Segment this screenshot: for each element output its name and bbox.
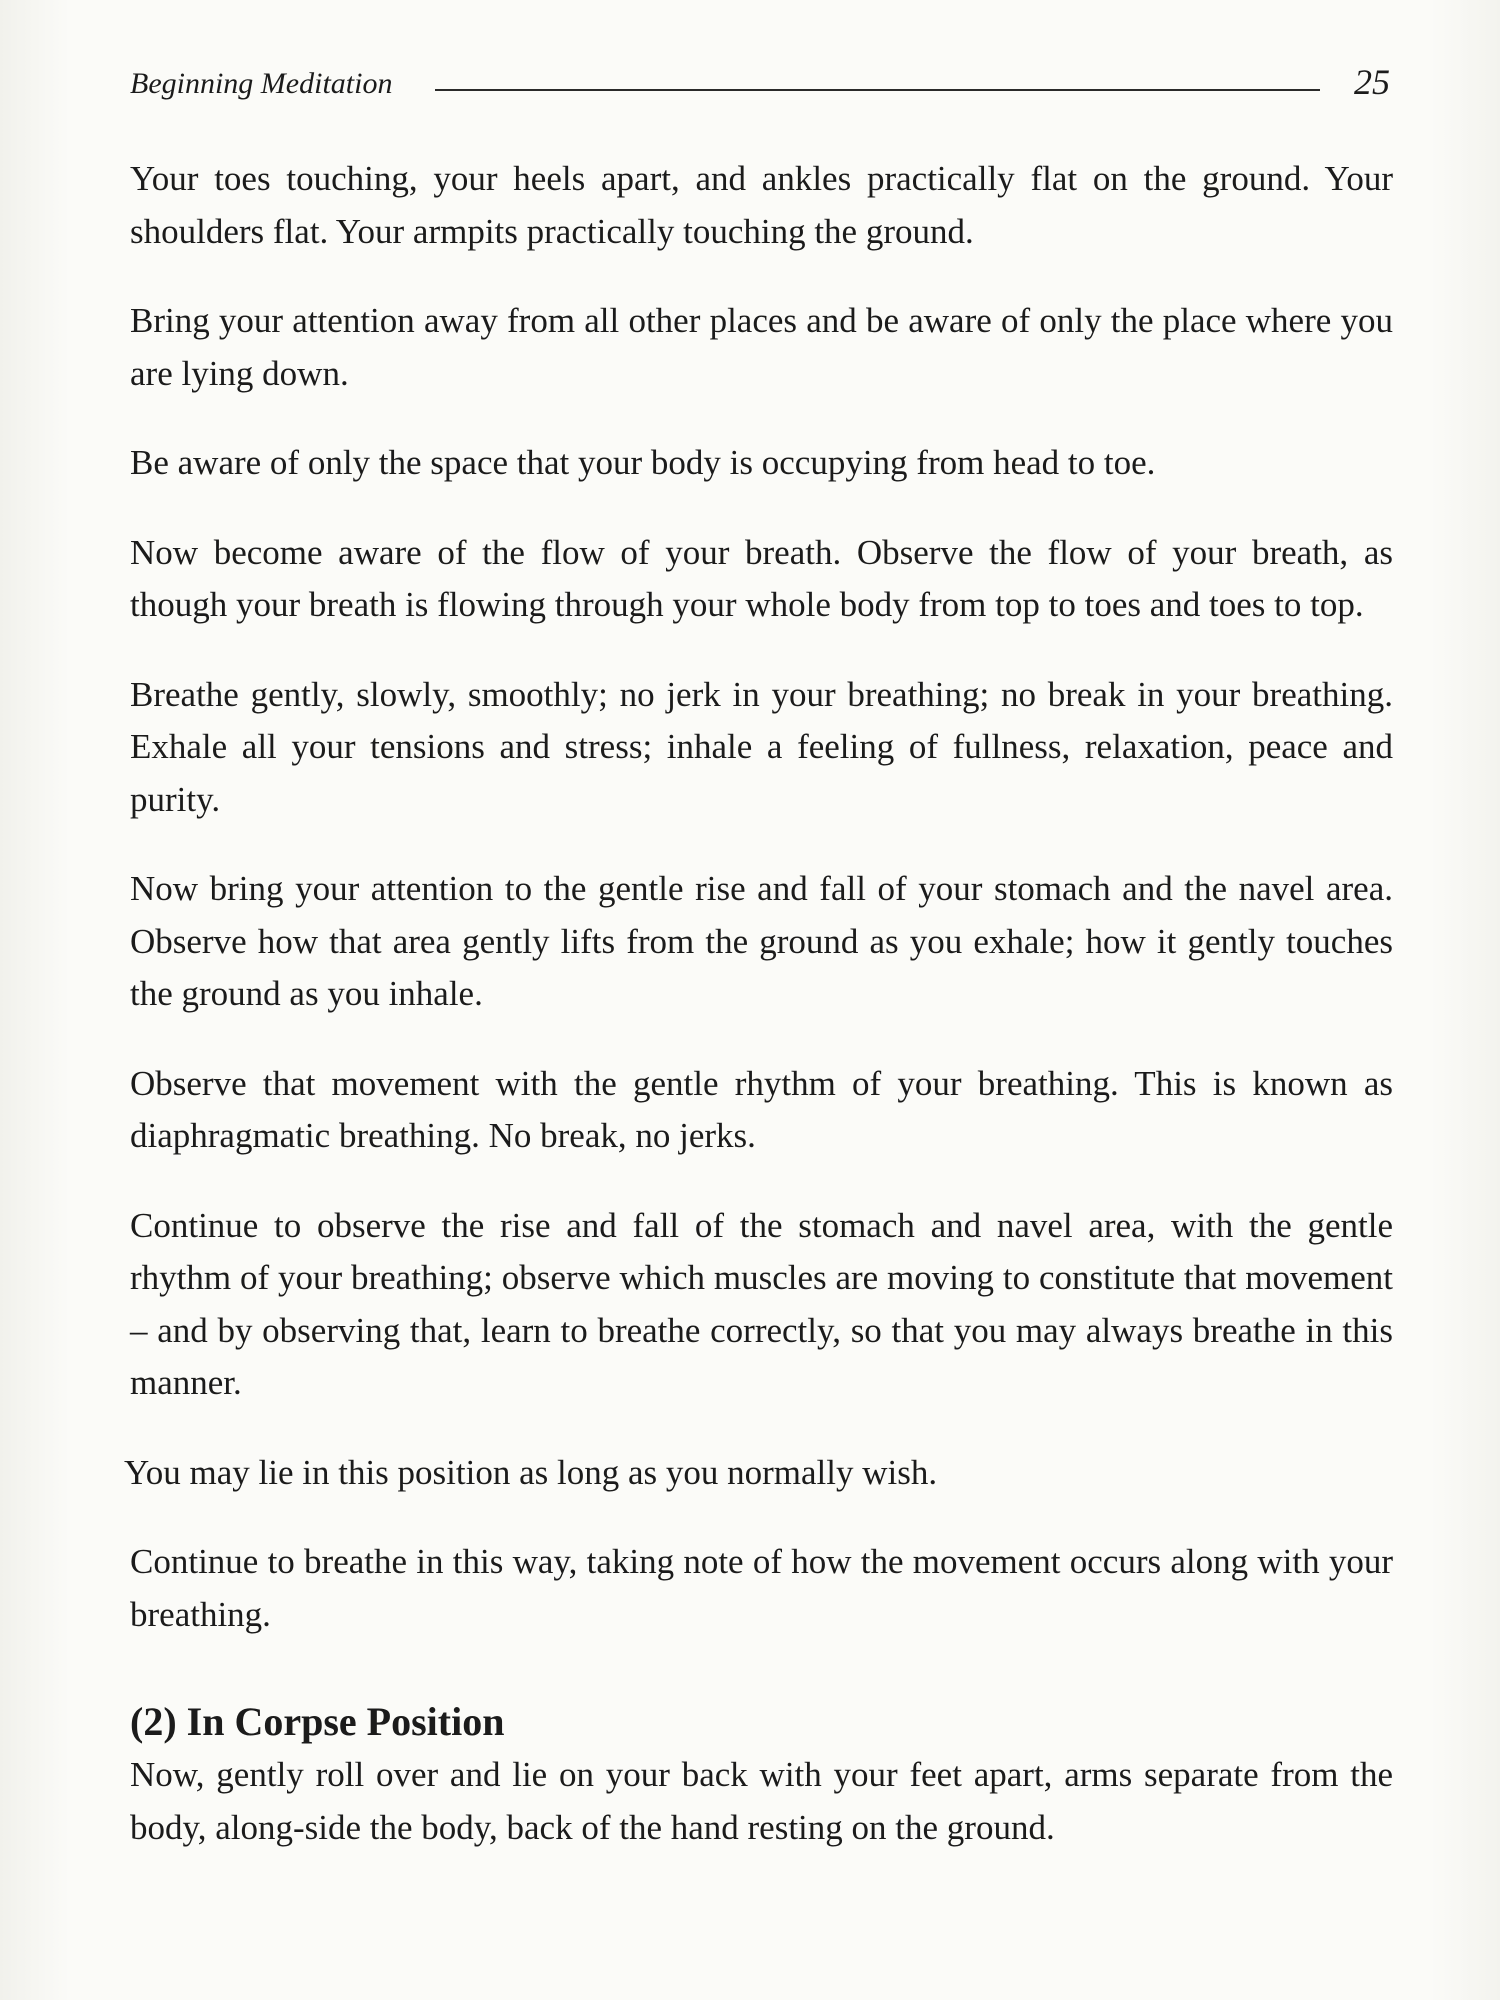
paragraph-7: Observe that movement with the gentle rhythm of your breathing. This is known as diaphragmatic breathing. No break, no jerks. [130,1063,1393,1155]
header-rule [435,89,1320,91]
paragraph-2: Bring your attention away from all other places and be aware of only the place where you are lying down. [130,301,1393,393]
paragraph-10: Continue to breathe in this way, taking note of how the movement occurs along with your breathing. [130,1542,1393,1634]
paragraph-3: Be aware of only the space that your body is occupying from head to toe. [130,443,1156,482]
running-header [130,62,1390,102]
running-title: Beginning Meditation [130,67,393,100]
page-number: 25 [1354,62,1390,102]
paragraph-5: Breathe gently, slowly, smoothly; no jerk in your breathing; no break in your breathing. Exhale all your tensions and stress; inhale a feeling of fullness, relaxation, peace and purity. [130,674,1393,819]
paragraph-11: Now, gently roll over and lie on your back with your feet apart, arms separate from the body, along-side the body, back of the hand resting on the ground. [130,1755,1393,1847]
section-heading: (2) In Corpse Position [130,1699,505,1744]
paragraph-4: Now become aware of the flow of your breath. Observe the flow of your breath, as though your breath is flowing through your whole body from top to toes and toes to top. [130,532,1393,624]
paragraph-8: Continue to observe the rise and fall of the stomach and navel area, with the gentle rhythm of your breathing; observe which muscles are moving to constitute that movement – and by observing that, learn to breathe correctly, so that you may always breathe in this manner. [130,1205,1393,1402]
page-body [124,153,1393,1891]
paragraph-6: Now bring your attention to the gentle rise and fall of your stomach and the navel area. Observe how that area gently lifts from the ground as you exhale; how it gently touches the ground as you inhale. [130,869,1393,1013]
paragraph-9: You may lie in this position as long as you normally wish. [124,1452,938,1492]
paragraph-1: Your toes touching, your heels apart, and ankles practically flat on the ground. Your shoulders flat. Your armpits practically touching the ground. [130,159,1393,251]
